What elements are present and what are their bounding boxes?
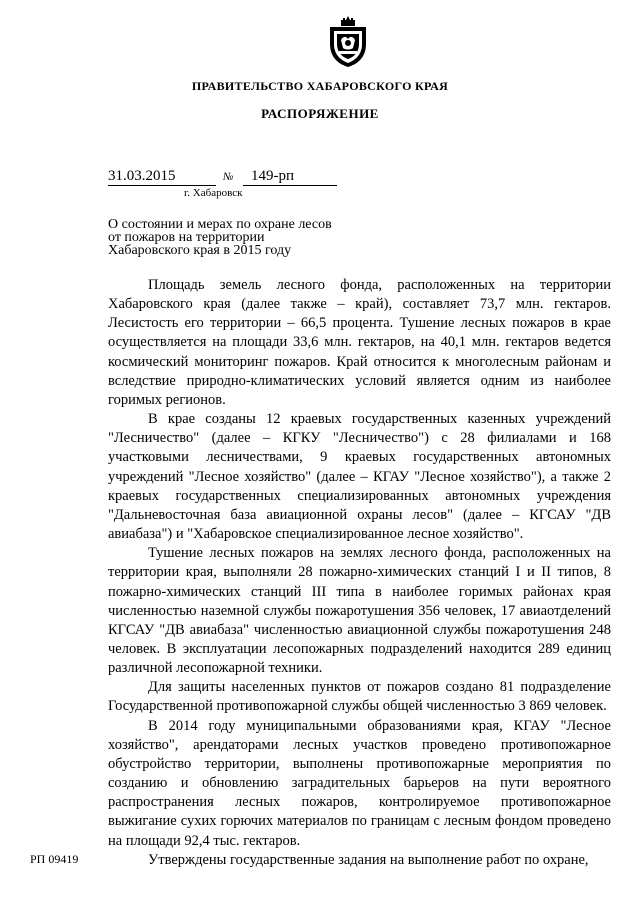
document-subject: О состоянии и мерах по охране лесов от пожаров на территории Хабаровского края в 2015 году xyxy=(108,217,332,258)
document-number: 149-рп xyxy=(251,168,295,184)
paragraph: В 2014 году муниципальными образованиями края, КГАУ "Лесное хозяйство", арендаторами лесных участков проведено противопожарное обустройство территории, выполнены противопожарные мероприятия по созданию и обновлению заградительных барьеров на пути вероятного распространения лесных пожаров, контролируемое противопожарное выжигание сухих горючих материалов по границам с лесным фондом проведено на площади 92,4 тыс. гектаров. xyxy=(108,717,611,849)
date-underline xyxy=(108,185,216,186)
document-date: 31.03.2015 xyxy=(108,168,176,184)
document-body xyxy=(108,276,611,870)
paragraph: Тушение лесных пожаров на землях лесного фонда, расположенных на территории края, выполняли 28 пожарно-химических станций I и II типов, 8 пожарно-химических станций III типа в наиболее горимых районах края численностью наземной службы пожаротушения 356 человек, 17 авиаотделений КГСАУ "ДВ авиабаза" численностью авиационной службы пожаротушения 248 человек. В эксплуатации лесопожарных подразделений находится 289 единиц различной лесопожарной техники. xyxy=(108,545,611,677)
number-underline xyxy=(243,185,337,186)
document-type: РАСПОРЯЖЕНИЕ xyxy=(261,106,379,121)
government-title: ПРАВИТЕЛЬСТВО ХАБАРОВСКОГО КРАЯ xyxy=(191,79,449,93)
number-sign: № xyxy=(223,171,234,183)
footer-code: РП 09419 xyxy=(30,852,79,866)
document-meta xyxy=(108,168,338,186)
paragraph: Для защиты населенных пунктов от пожаров создано 81 подразделение Государственной противопожарной службы общей численностью 3 869 человек. xyxy=(108,679,611,715)
paragraph: Площадь земель лесного фонда, расположенных на территории Хабаровского края (далее также – край), составляет 73,7 млн. гектаров. Лесистость его территории – 66,5 процента. Тушение лесных пожаров в крае осуществляется на площади 33,6 млн. гектаров, на 40,1 млн. гектаров ведется космический мониторинг пожаров. Край относится к многолесным районам и вследствие природно-климатических условий является одним из наиболее горимых регионов. xyxy=(108,277,611,408)
document-city: г. Хабаровск xyxy=(184,187,243,199)
paragraph: Утверждены государственные задания на выполнение работ по охране, xyxy=(148,851,589,868)
coat-of-arms-icon xyxy=(326,14,370,68)
paragraph: В крае созданы 12 краевых государственных казенных учреждений "Лесничество" (далее – КГКУ "Лесничество") с 28 филиалами и 168 участковыми лесничествами, 9 краевых государственных автономных учреждений "Лесное хозяйство" (далее – КГАУ "Лесное хозяйство"), а также 2 краевых государственных специализированных автономных учреждения "Дальневосточная база авиационной охраны лесов" (далее – КГСАУ "ДВ авиабаза") и "Хабаровское специализированное лесное хозяйство". xyxy=(108,411,611,543)
